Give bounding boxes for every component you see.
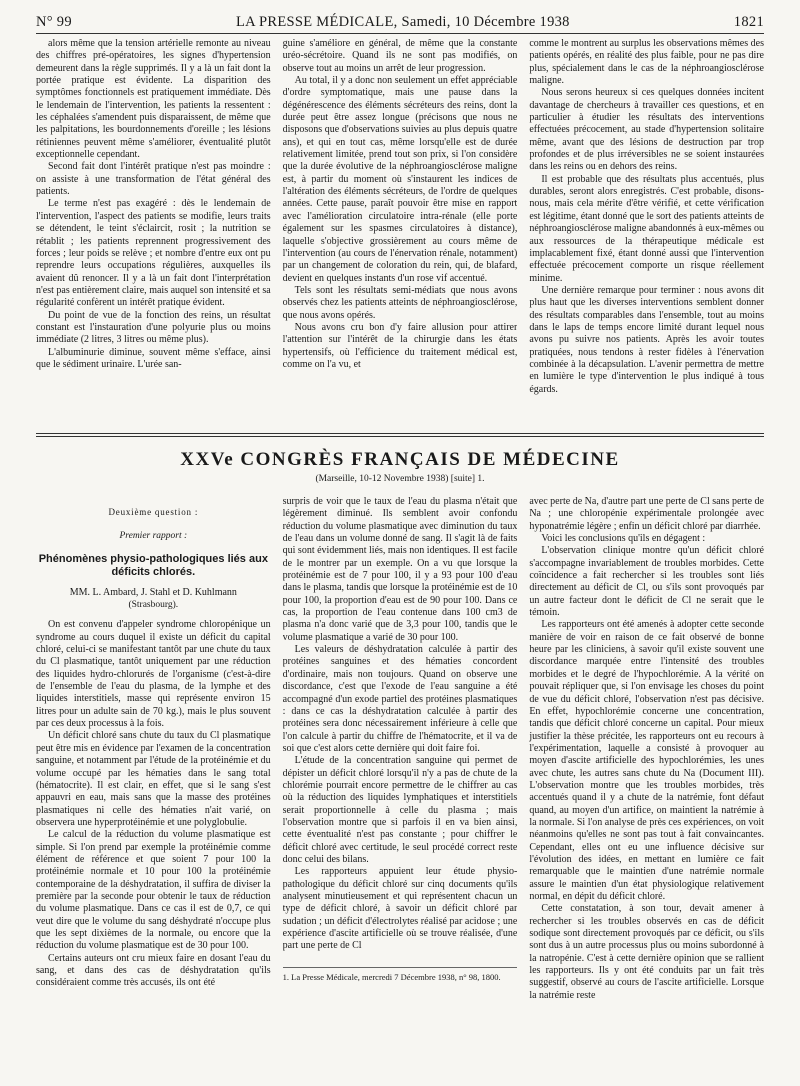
paragraph: On est convenu d'appeler syndrome chloropénique un syndrome au cours duquel il existe un déficit du capital chloré, celui-ci se manifestant tantôt par une chute du taux du Cl plasmatique, tantôt uniquement par une réduction des liquides hydro-chlorurés de l'organisme (c'est-à-dire de l'ensemble de l'eau du plasma, de la lymphe et des liquides interstitiels, masse qui représente environ 15 litres pour un adulte sain de 70 kg.), mais le plus souvent par ces deux processus à la fois. — [36, 619, 271, 730]
running-header — [36, 14, 764, 34]
top-article-columns — [36, 38, 764, 429]
paragraph: Voici les conclusions qu'ils en dégagent : — [541, 533, 706, 545]
article-column-1 — [36, 496, 271, 1086]
paragraph: Nous avons cru bon d'y faire allusion pour attirer l'attention sur l'intérêt de la chirurgie dans les états hypertensifs, où l'efficience du traitement médical est, comme on l'a vu, et — [282, 321, 518, 370]
section-divider — [36, 433, 764, 437]
paragraph: Les valeurs de déshydratation calculée à partir des protéines sanguines et des hématies concordent d'ordinaire, mais non toujours. Quand on observe une discordance, c'est que l'exode de l'eau sanguine a été accompagné d'un exode partiel des protéines plasmatiques : dans ce cas la déshydratation calculée à partir des protéines sera donc nécessairement inférieure à celle que l'on calcule à partir du chiffre de l'hématocrite, et il va de soi que c'est alors cette dernière qui doit faire foi. — [282, 644, 518, 754]
paragraph: L'albuminurie diminue, souvent même s'efface, ainsi que le sédiment urinaire. L'urée san- — [36, 346, 271, 370]
paragraph: L'étude de la concentration sanguine qui permet de dépister un déficit chloré lorsqu'il n'y a pas de chute de la chlorémie pourrait encore permettre de le chiffrer au cas où la réduction des liquides lymphatiques et interstitiels serait proportionnelle à celle du plasma ; mais l'observation montre que si parfois il en va bien ainsi, cette éventualité n'est pas constante ; pour chiffrer le déficit chloré avec certitude, le seul procédé correct reste donc celui des bilans. — [282, 755, 518, 865]
top-column-2 — [283, 38, 518, 429]
paragraph: Les rapporteurs appuient leur étude physio-pathologique du déficit chloré sur cinq documents qu'ils analysent minutieusement et qui représentent chacun un type de déficit chloré, à savoir un déficit chloré par sudation ; un déficit d'électrolytes réalisé par acidose ; une expérience d'ascite artificielle où se trouve réalisée, d'une part une perte de Cl — [282, 866, 518, 952]
paragraph: Second fait dont l'intérêt pratique n'est pas moindre : on assiste à une transformation de l'état général des patients. — [36, 161, 271, 198]
report-label: Premier rapport : — [119, 531, 188, 542]
article-column-3 — [529, 496, 764, 1086]
paragraph: surpris de voir que le taux de l'eau du plasma n'était que légèrement diminué. Ils semblent avoir confondu réduction du volume plasmatique avec diminution du taux de l'eau dans un volume donné de sang. Il s'agit là de faits qui sont évidemment liés, mais non identiques. Il est facile de le montrer par un exemple. On a vu que lorsque la protéinémie est de 7 pour 100, il y a 93 pour 100 d'eau dans le plasma, tandis que lorsque la protéinémie est de 10 pour 100, la proportion d'eau est de 90 pour 100. Dans ce cas, la proportion de l'eau contenue dans 100 cm3 de plasma n'a donc varié que de 3,3 pour 100, tandis que le volume plasmatique a varié de 30 pour 100. — [282, 496, 518, 643]
top-column-1 — [36, 38, 271, 429]
congress-subtitle: (Marseille, 10-12 Novembre 1938) [suite] 1. — [315, 474, 485, 484]
paragraph: Les rapporteurs ont été amenés à adopter cette seconde manière de voir en raison de ce fait observé de bonne heure par les cliniciens, à savoir qu'il existe souvent une discordance marquée entre l'intensité des troubles morbides et le degré de l'hypochlorémie. A la vérité on pouvait répliquer que, si l'on envisage les choses du point de vue du déficit chloré, l'observation n'est pas décisive. En effet, hypochlorémie concerne une concentration, tandis que déficit chloré concerne un capital. Pour mieux justifier la thèse précitée, les rapporteurs ont eu recours à l'expérimentation, laquelle a consisté à provoquer au moyen d'ascite artificielle des hypochlorémies, les unes avec chute, les autres sans chute du Na (Document III). L'observation montre que les troubles morbides, très accentués quand il y a chute de la natrémie, font défaut quand, au moyen d'un artifice, on maintient la natrémie à la normale. Si l'on analyse de près ces expériences, on voit néanmoins qu'elles ne sont pas tout à fait convaincantes. Cependant, elles ont eu une influence décisive sur l'évolution des idées, en mettant en lumière ce fait remarquable que le maintien d'une natrémie normale assure le maintien d'un état physiologique relativement normal, en dépit du déficit chloré. — [529, 619, 764, 902]
paragraph: Une dernière remarque pour terminer : nous avons dit plus haut que les diverses interventions semblent donner des résultats comparables dans l'ensemble, tout au moins dans le laps de temps encore limité durant lequel nous avons pu suivre nos patients. Après les avoir toutes pratiquées, nous tendons à rester fidèles à l'énervation combinée à la décapsulation. L'avenir permettra de mettre en lumière le type d'intervention le plus indiqué à tous égards. — [529, 284, 764, 395]
page-number: 1821 — [733, 14, 764, 30]
footnote — [283, 967, 518, 983]
paragraph: avec perte de Na, d'autre part une perte de Cl sans perte de Na ; une chloropénie expérimentale prolongée avec hyponatrémie légère ; enfin un déficit chloré par diarrhée. — [529, 496, 764, 532]
paragraph: Tels sont les résultats semi-médiats que nous avons observés chez les patients atteints de néphroangiosclérose, que nous avons opérés. — [282, 284, 518, 321]
top-column-3 — [529, 38, 764, 429]
issue-number: N° 99 — [36, 14, 72, 30]
paragraph: alors même que la tension artérielle remonte au niveau des chiffres pré-opératoires, les signes d'hypertension demeurent dans la règle supprimés. Il y a là un fait dont la portée pratique est évidente. La disparition des symptômes fonctionnels est pratiquement immédiate. Dès le lendemain de l'intervention, les patients la ressentent : les céphalées s'amendent puis disparaissent, de même que les palpitations, les bourdonnements d'oreille ; les lésions rétiniennes peuvent même s'améliorer, éventualité plutôt exceptionnelle cependant. — [36, 38, 271, 161]
article-column-2 — [283, 496, 518, 1086]
article-title: Phénomènes physio-pathologiques liés aux déficits chlorés. — [38, 552, 268, 578]
paragraph: comme le montrent au surplus les observations mêmes des patients opérés, en réalité des plus faible, pour ne pas dire plus, spécialement dans le cas de la néphroangiosclérose maligne. — [529, 38, 764, 87]
question-label: Deuxième question : — [108, 507, 199, 517]
article-authors: MM. L. Ambard, J. Stahl et D. Kuhlmann — [69, 586, 237, 598]
paragraph: Un déficit chloré sans chute du taux du Cl plasmatique peut être mis en évidence par l'examen de la concentration sanguine, et notamment par l'étude de la protéinémie et du volume occupé par les hématies dans le sang total (hématocrite). Il est clair, en effet, que si le sang s'est appauvri en eau, mais sans que la masse des protéines plasmatiques ni celle des hématies n'ait varié, on observera une hyperprotéinémie et une polyglobulie. — [36, 730, 271, 828]
paragraph: Le terme n'est pas exagéré : dès le lendemain de l'intervention, l'aspect des patients se modifie, leurs traits se détendent, le teint s'éclaircit, rosit ; la nutrition se rétablit ; les patients reprennent progressivement des forces ; leur poids se relève ; et nombre d'entre eux ont pu reprendre leurs occupations régulières, auxquelles ils avaient dû renoncer. Il y a là un fait dont l'interprétation n'est pas entièrement claire, mais auquel son intensité et sa régularité confèrent un intérêt pratique évident. — [36, 198, 271, 309]
paragraph: Certains auteurs ont cru mieux faire en dosant l'eau du sang, et dans des cas de déshydratation qu'ils considéraient comme très accusés, ils ont été — [36, 952, 271, 989]
journal-title: LA PRESSE MÉDICALE, Samedi, 10 Décembre 1938 — [235, 14, 570, 30]
paragraph: Cette constatation, à son tour, devait amener à rechercher si les troubles observés en cas de déficit sodique sont directement provoqués par ce déficit, ou s'ils sont dus à un autre processus plus ou moins subordonné à la natropénie. C'est à cette dernière opinion que se rallient les rapporteurs. Ils y ont été conduits par un fait très suggestif, observé au cours de l'ascite artificielle. Lorsque la natrémie reste — [529, 903, 764, 1001]
article-city: (Strasbourg). — [128, 600, 179, 611]
paragraph: Au total, il y a donc non seulement un effet appréciable d'ordre symptomatique, mais une pause dans la dégénérescence des éléments sécréteurs des reins, dont la durée peut être assez longue (précisons que nous ne disposons que d'observations suivies au plus depuis quatre ans), et qui en tout cas, même lorsqu'elle est de durée relativement limitée, prend tout son prix, si l'on considère que la durée évolutive de la néphroangiosclérose maligne est, à partir du moment où s'instaurent les indices de l'altération des éléments sécréteurs, de l'ordre de quelques années. Cette pause, paraît pouvoir être mise en rapport avec l'amélioration circulatoire intra-rénale (elle porte également sur les spasmes circulatoires à distance), laquelle s'objective grossièrement au cours même de l'intervention (au cours de l'énervation rénale, notamment) par un changement de coloration du rein, qui, de blafard, devient en quelques instants d'un rose vif accentué. — [282, 75, 518, 284]
footnote-text: 1. La Presse Médicale, mercredi 7 Décembre 1938, n° 98, 1800. — [282, 971, 501, 982]
paragraph: Le calcul de la réduction du volume plasmatique est simple. Si l'on prend par exemple la protéinémie comme élément de référence et que soient 7 pour 100 la protéinémie normale et 10 pour 100 la protéinémie contemporaine de la déshydratation, il suffira de diviser la première par la seconde pour obtenir le taux de réduction du volume plasmatique. Dans ce cas il est de 0,7, ce qui veut dire que le volume du sang déshydraté n'occupe plus que les sept dixièmes de la normale, ou encore que la réduction du volume plasmatique est de 30 pour 100. — [36, 829, 271, 952]
paragraph: L'observation clinique montre qu'un déficit chloré s'accompagne invariablement de troubles morbides. Cette coïncidence a fait rechercher si les troubles sont liés directement au déficit de Cl, ou s'ils sont provoqués par un autre facteur dont le déficit de Cl ne serait que le témoin. — [529, 545, 764, 619]
congress-article-columns — [36, 496, 764, 1086]
paragraph: Du point de vue de la fonction des reins, un résultat constant est l'instauration d'une polyurie plus ou moins immédiate (2 litres, 3 litres ou même plus). — [36, 309, 271, 346]
congress-title: XXVe CONGRÈS FRANÇAIS DE MÉDECINE — [180, 449, 620, 470]
paragraph: Il est probable que des résultats plus accentués, plus durables, seront alors enregistrés. C'est probable, disons-nous, mais cela mérite d'être vérifié, et cette vérification est légitime, étant donné que le sort des patients atteints de néphroangiosclérose maligne abandonnés à eux-mêmes ou aux ressources de la thérapeutique médicale est implacablement fixé, étant donné aussi que l'intervention effectuée précocement comporte un risque réellement minime. — [529, 173, 764, 284]
paragraph: Nous serons heureux si ces quelques données incitent davantage de chercheurs à travailler ces questions, et en particulier à étudier les résultats des interventions effectuées précocement, au stade d'hypertension solitaire même, avant que des lésions de destruction par trop profondes et de plus irréversibles ne se soient instaurées dans les reins ou en dehors des reins. — [529, 87, 764, 173]
paragraph: guine s'améliore en général, de même que la constante uréo-sécrétoire. Quand ils ne sont pas modifiés, on observe tout au moins un arrêt de leur progression. — [282, 38, 518, 74]
